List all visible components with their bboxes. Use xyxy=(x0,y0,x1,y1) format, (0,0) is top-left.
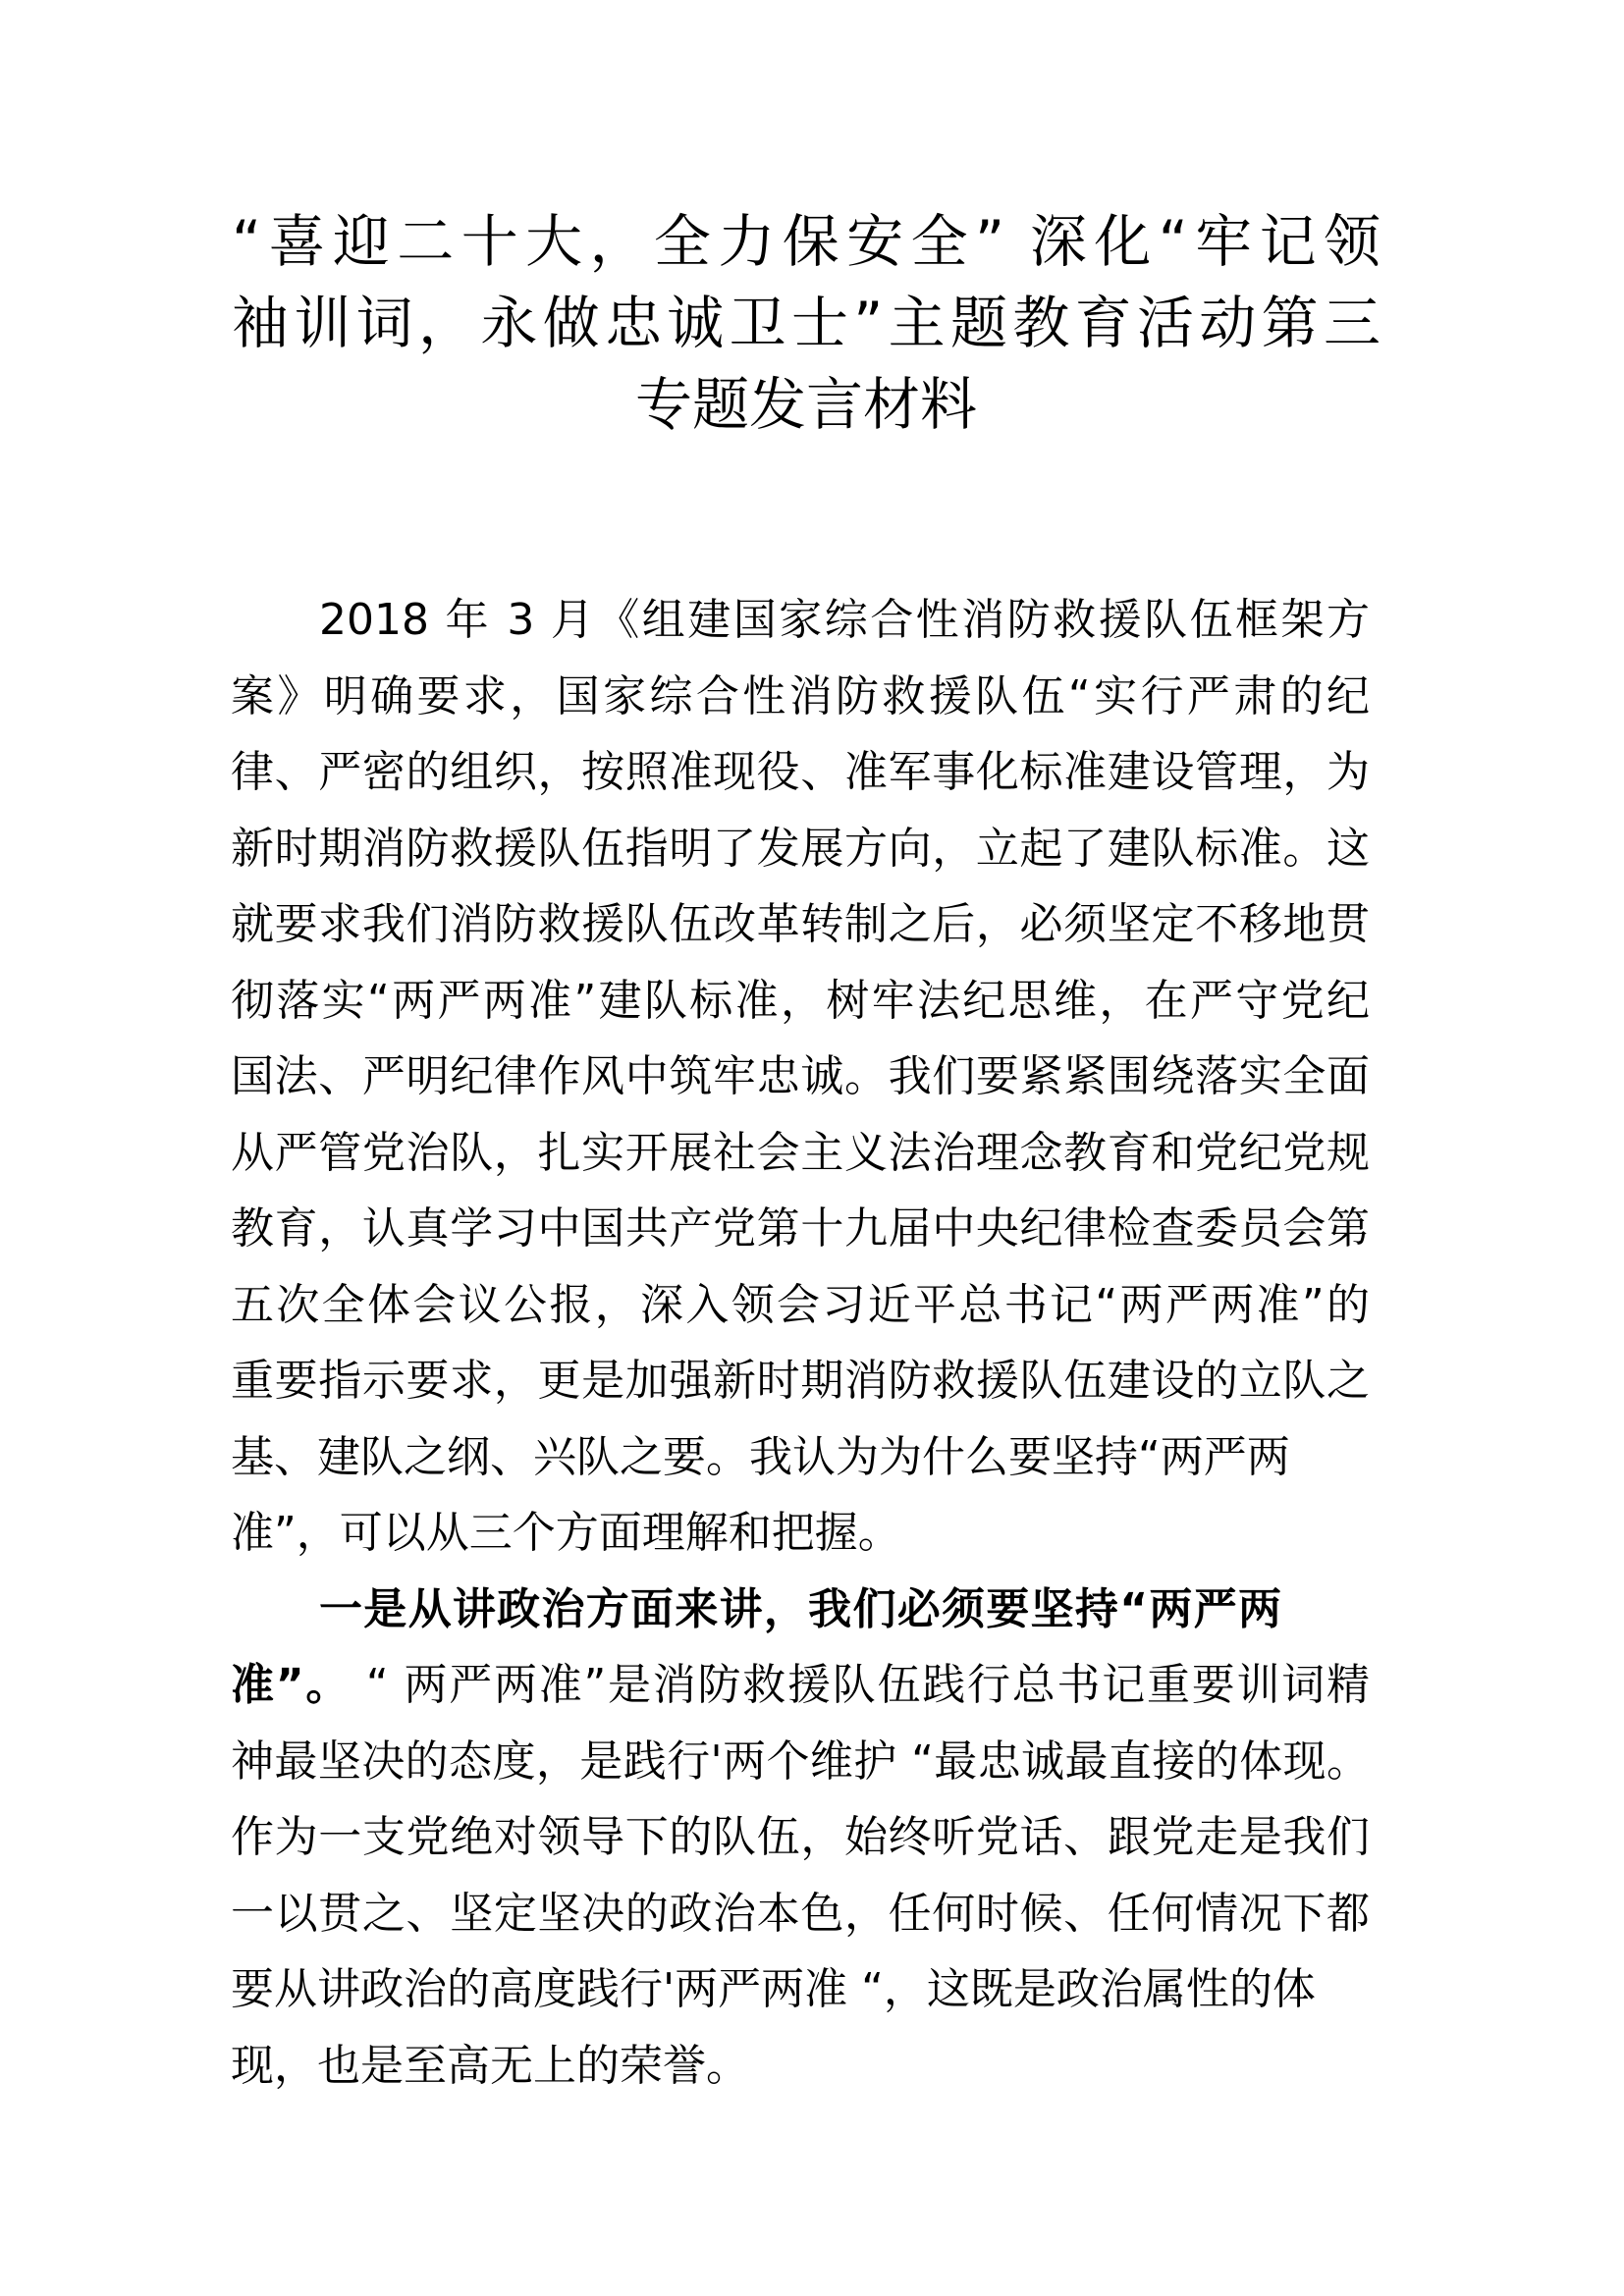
text-run: “ 两严两准”是消防救援队伍践行总书记重要训词精 xyxy=(365,1660,1370,1710)
text-line: 案》明确要求，国家综合性消防救援队伍“实行严肃的纪 xyxy=(231,670,1370,721)
title-line: “喜迎二十大，全力保安全” 深化“牢记领 xyxy=(232,208,1380,275)
text-line: 五次全体会议公报，深入领会习近平总书记“两严两准”的 xyxy=(231,1279,1370,1330)
text-line: 新时期消防救援队伍指明了发展方向，立起了建队标准。这 xyxy=(231,823,1370,874)
text-line: 基、建队之纲、兴队之要。我认为为什么要坚持“两严两 xyxy=(231,1431,1290,1482)
text-line: 重要指示要求，更是加强新时期消防救援队伍建设的立队之 xyxy=(231,1356,1370,1406)
paragraph-1 xyxy=(231,582,1370,1572)
text-line: 要从讲政治的高度践行'两严两准 “，这既是政治属性的体 xyxy=(231,1964,1316,2014)
text-line: 彻落实“两严两准”建队标准，树牢法纪思维，在严守党纪 xyxy=(231,975,1370,1026)
text-line: 现，也是至高无上的荣誉。 xyxy=(231,2040,749,2091)
text-line: 作为一支党绝对领导下的队伍，始终听党话、跟党走是我们 xyxy=(231,1812,1370,1862)
document-body xyxy=(231,582,1370,2104)
text-line: 教育，认真学习中国共产党第十九届中央纪律检查委员会第 xyxy=(231,1203,1370,1254)
text-line: 国法、严明纪律作风中筑牢忠诚。我们要紧紧围绕落实全面 xyxy=(231,1051,1370,1101)
text-line: 准”，可以从三个方面理解和把握。 xyxy=(231,1508,901,1558)
text-line xyxy=(231,1647,1370,1724)
text-line: 就要求我们消防救援队伍改革转制之后，必须坚定不移地贯 xyxy=(231,899,1370,949)
text-line: 律、严密的组织，按照准现役、准军事化标准建设管理，为 xyxy=(231,747,1370,797)
title-line: 袖训词，永做忠诚卫士”主题教育活动第三 xyxy=(232,290,1380,356)
text-line: 从严管党治队，扎实开展社会主义法治理念教育和党纪党规 xyxy=(231,1127,1370,1178)
text-line: 2018 年 3 月《组建国家综合性消防救援队伍框架方 xyxy=(319,595,1370,645)
bold-heading-line: 一是从讲政治方面来讲，我们必须要坚持“两严两 xyxy=(319,1583,1281,1634)
document-title xyxy=(232,201,1380,446)
text-line: 神最坚决的态度，是践行'两个维护 “最忠诚最直接的体现。 xyxy=(231,1735,1370,1787)
bold-heading-tail: 准”。 xyxy=(231,1660,352,1710)
paragraph-2 xyxy=(231,1572,1370,2105)
title-line: 专题发言材料 xyxy=(634,371,977,438)
text-line: 一以贯之、坚定坚决的政治本色，任何时候、任何情况下都 xyxy=(231,1888,1370,1939)
